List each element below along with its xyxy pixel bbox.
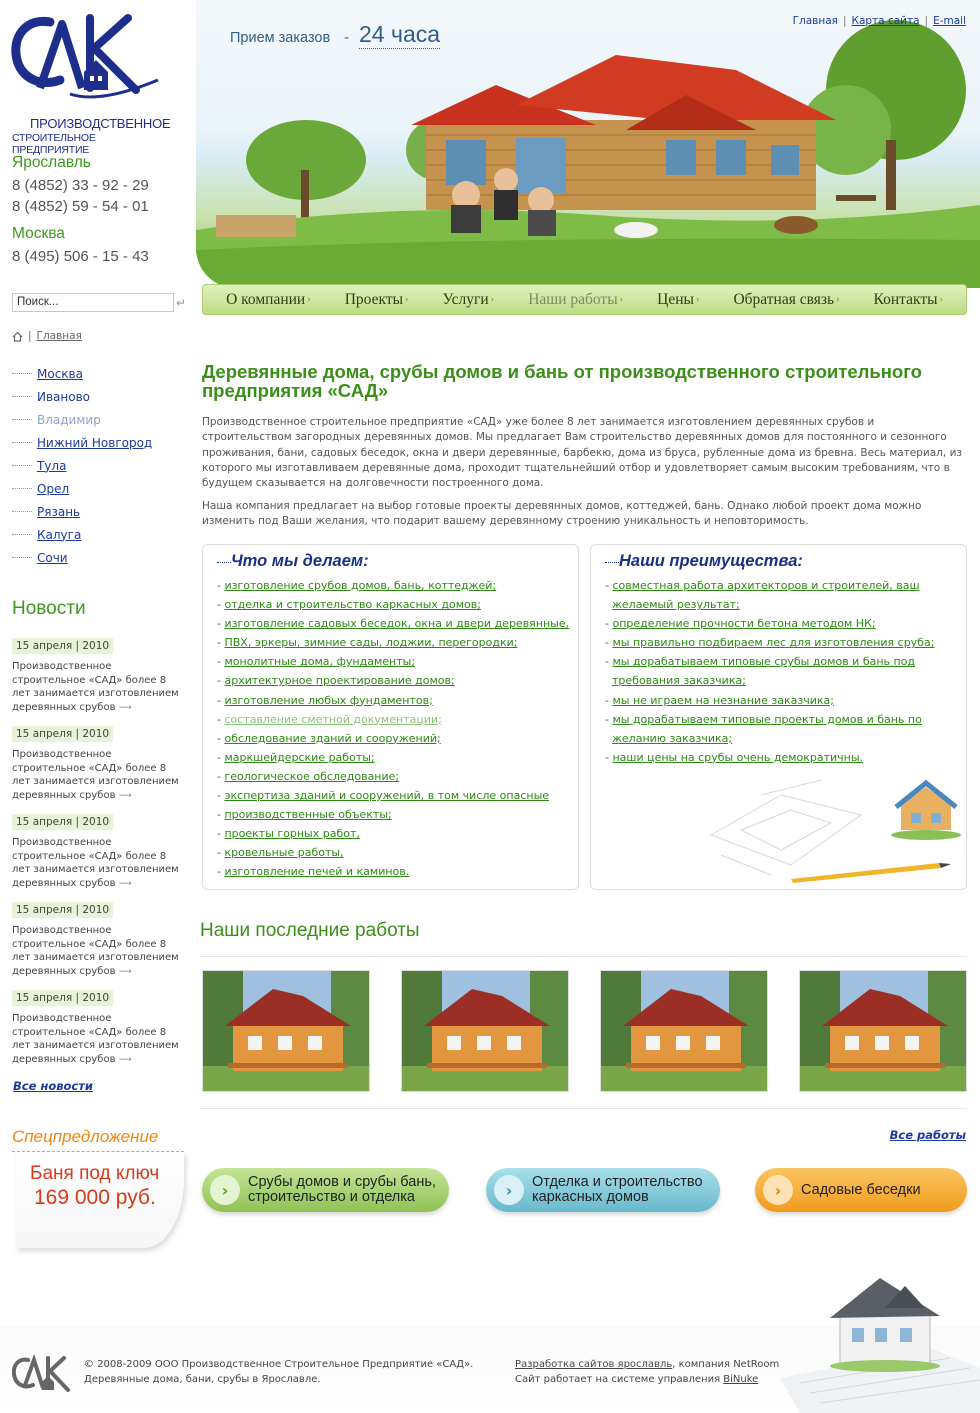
- phone-2: 8 (4852) 59 - 54 - 01: [12, 198, 149, 215]
- city-list-item: [12, 385, 152, 408]
- top-link-home[interactable]: Главная: [792, 15, 838, 27]
- company-logo[interactable]: [10, 10, 171, 156]
- chevron-right-icon: ›: [836, 294, 840, 305]
- service-link[interactable]: ПВХ, эркеры, зимние сады, лоджии, перегородки;: [224, 636, 518, 650]
- logo-subtitle-2: СТРОИТЕЛЬНОЕ ПРЕДПРИЯТИЕ: [12, 132, 96, 156]
- order-hours: 24 часа: [359, 21, 441, 47]
- city-list-item: [12, 546, 152, 569]
- advantages-list: [605, 576, 934, 767]
- city-link-kaluga[interactable]: Калуга: [37, 527, 82, 542]
- news-date: 15 апреля | 2010: [12, 814, 113, 830]
- order-dash: -: [344, 30, 350, 46]
- work-thumbnail[interactable]: [799, 970, 967, 1092]
- search-input[interactable]: Поиск...: [12, 293, 174, 312]
- list-item: - мы дорабатываем типовые срубы домов и бань под: [605, 655, 916, 669]
- news-heading: Новости: [12, 598, 86, 619]
- list-item: - наши цены на срубы очень демократичны.: [605, 750, 864, 764]
- list-item: - мы дорабатываем типовые проекты домов и бань по: [605, 712, 922, 726]
- more-arrow-icon[interactable]: ⟶: [118, 790, 132, 801]
- list-item: - обследование зданий и сооружений;: [217, 731, 441, 745]
- footer-developer: Разработка сайтов ярославль, компания NetRoom Сайт работает на системе управления BiNuke: [515, 1359, 780, 1385]
- service-link[interactable]: маркшейдерские работы;: [224, 750, 375, 764]
- city-list-item: [12, 500, 152, 523]
- arrow-right-icon: ›: [763, 1175, 793, 1205]
- city-list-item: [12, 408, 152, 431]
- list-item: - архитектурное проектирование домов;: [217, 674, 455, 688]
- special-offer-heading: Спецпредложение: [12, 1127, 159, 1146]
- top-link-email[interactable]: E-mail: [933, 15, 966, 27]
- second-paragraph: Наша компания предлагает на выбор готовые проекты деревянных домов, коттеджей, бань. Однако любой проект дома можно изменить под Ваши желания, что подарит вашему деревянному строению уникальность и неповторимость.: [202, 500, 922, 528]
- logo-mark-icon: [10, 10, 160, 102]
- advantage-link[interactable]: мы дорабатываем типовые срубы домов и бань под: [612, 655, 916, 669]
- advantage-link[interactable]: мы не играем на незнание заказчика;: [612, 693, 834, 707]
- special-offer-name[interactable]: Баня под ключ: [30, 1163, 160, 1184]
- city-list: [12, 362, 152, 569]
- list-item: - определение прочности бетона методом НК;: [605, 617, 876, 631]
- news-date: 15 апреля | 2010: [12, 990, 113, 1006]
- advantage-link[interactable]: желаемый результат;: [612, 598, 740, 612]
- city-list-item: [12, 477, 152, 500]
- news-item[interactable]: [12, 810, 187, 891]
- page-title: Деревянные дома, срубы домов и бань от производственного строительного предприятия «САД»: [202, 361, 922, 401]
- news-item[interactable]: [12, 986, 187, 1067]
- list-item: - изготовление садовых беседок, окна и двери деревянные,: [217, 617, 570, 631]
- list-item: - отделка и строительство каркасных домов;: [217, 598, 481, 612]
- news-text: Производственное строительное «САД» более 8 лет занимается изготовлением деревянных срубов ⟶: [12, 1013, 179, 1065]
- cta-label: Садовые беседки: [801, 1181, 921, 1198]
- order-label: Прием заказов: [230, 30, 331, 46]
- list-item: - ПВХ, эркеры, зимние сады, лоджии, перегородки;: [217, 636, 518, 650]
- cta-log-houses-button[interactable]: [202, 1168, 449, 1212]
- list-item: - изготовление любых фундаментов;: [217, 693, 433, 707]
- service-link[interactable]: изготовление срубов домов, бань, коттеджей;: [224, 579, 497, 592]
- breadcrumb-home-link[interactable]: Главная: [36, 330, 82, 342]
- list-item: - изготовление печей и каминов.: [217, 865, 410, 879]
- advantages-box: [590, 544, 967, 890]
- top-link-sep: |: [924, 15, 929, 27]
- city-list-item: [12, 431, 152, 454]
- menu-item-projects[interactable]: Проекты ›: [344, 290, 409, 308]
- service-link[interactable]: геологическое обследование;: [224, 769, 400, 783]
- chevron-right-icon: ›: [405, 294, 409, 305]
- news-text: Производственное строительное «САД» более 8 лет занимается изготовлением деревянных срубов ⟶: [12, 749, 179, 801]
- cta-label: Срубы домов и срубы бань, строительство и отделка: [248, 1174, 436, 1205]
- advantage-link[interactable]: определение прочности бетона методом НК;: [612, 617, 876, 631]
- developer-link[interactable]: Разработка сайтов ярославль: [515, 1359, 673, 1370]
- footer-house-illustration: [780, 1268, 980, 1413]
- list-item: [605, 595, 934, 614]
- advantages-box-title: Наши преимущества:: [619, 552, 803, 570]
- cta-frame-houses-button[interactable]: [486, 1168, 720, 1212]
- house-photo: [402, 971, 569, 1092]
- service-link[interactable]: изготовление любых фундаментов;: [224, 693, 433, 707]
- news-text: Производственное строительное «САД» более 8 лет занимается изготовлением деревянных срубов ⟶: [12, 925, 179, 977]
- list-item: - изготовление срубов домов, бань, коттеджей;: [217, 579, 497, 592]
- advantage-link[interactable]: желанию заказчика;: [612, 731, 733, 745]
- top-link-sitemap[interactable]: Карта сайта: [851, 15, 920, 27]
- city-link-vladimir[interactable]: Владимир: [37, 412, 101, 427]
- arrow-right-icon: ›: [210, 1175, 240, 1205]
- house-photo: [800, 971, 967, 1092]
- service-link[interactable]: составление сметной документации;: [224, 712, 442, 726]
- menu-item-prices[interactable]: Цены ›: [657, 290, 700, 308]
- cta-label: Отделка и строительство каркасных домов: [532, 1174, 703, 1205]
- advantage-link[interactable]: совместная работа архитекторов и строителей, ваш: [612, 579, 920, 592]
- top-link-sep: |: [842, 15, 847, 27]
- news-item[interactable]: [12, 634, 187, 715]
- menu-item-contacts[interactable]: Контакты ›: [873, 290, 943, 308]
- list-item: [605, 671, 934, 690]
- all-works-link[interactable]: Все работы: [889, 1128, 966, 1142]
- more-arrow-icon[interactable]: ⟶: [118, 702, 132, 713]
- more-arrow-icon[interactable]: ⟶: [118, 1054, 132, 1065]
- chevron-right-icon: ›: [619, 294, 623, 305]
- city-list-item: [12, 362, 152, 385]
- list-item: - экспертиза зданий и сооружений, в том числе опасные: [217, 789, 550, 803]
- list-item: [605, 729, 934, 748]
- service-link[interactable]: кровельные работы,: [224, 846, 344, 860]
- city-link-sochi[interactable]: Сочи: [37, 550, 68, 565]
- news-date: 15 апреля | 2010: [12, 726, 113, 742]
- news-text: Производственное строительное «САД» более 8 лет занимается изготовлением деревянных срубов ⟶: [12, 661, 179, 713]
- search-submit-icon[interactable]: ↵: [176, 296, 187, 310]
- city-link-nn[interactable]: Нижний Новгород: [37, 435, 153, 450]
- city-link-orel[interactable]: Орел: [37, 481, 70, 496]
- service-link[interactable]: производственные объекты;: [224, 808, 392, 822]
- intro-paragraph: Производственное строительное предприятие «САД» уже более 8 лет занимается изготовлением деревянных срубов и строительством загородных деревянных домов. Мы предлагает Вам строительство деревянных домов для постоянного и сезонного проживания, бани, садовых беседок, окна и двери деревянные, барбекю, дома из бруса, рубленные дома из бревна. Весь материал, из которого мы изготавливаем деревянные дома, проходит тщательнейший отбор и удовлетворяет самым высоким требованиям, что в будущем сказывается на долговечности построенного дома.: [202, 416, 962, 490]
- city-link-tula[interactable]: Тула: [37, 458, 67, 473]
- advantage-link[interactable]: мы дорабатываем типовые проекты домов и бань по: [612, 712, 922, 726]
- arrow-right-icon: ›: [494, 1175, 524, 1205]
- logo-subtitle-1: ПРОИЗВОДСТВЕННОЕ: [30, 116, 171, 131]
- cta-gazebos-button[interactable]: [755, 1168, 967, 1212]
- city-link-ryazan[interactable]: Рязань: [37, 504, 81, 519]
- more-arrow-icon[interactable]: ⟶: [118, 878, 132, 889]
- list-item: - проекты горных работ,: [217, 827, 360, 841]
- news-text: Производственное строительное «САД» более 8 лет занимается изготовлением деревянных срубов ⟶: [12, 837, 179, 889]
- services-list: [217, 576, 569, 882]
- city-moscow: Москва: [12, 225, 65, 242]
- more-arrow-icon[interactable]: ⟶: [118, 966, 132, 977]
- service-link[interactable]: изготовление садовых беседок, окна и двери деревянные,: [224, 617, 570, 631]
- list-item: - совместная работа архитекторов и строителей, ваш: [605, 579, 920, 592]
- works-divider-bottom: [200, 1108, 967, 1109]
- phone-3: 8 (495) 506 - 15 - 43: [12, 248, 149, 265]
- list-item: - монолитные дома, фундаменты;: [217, 655, 416, 669]
- breadcrumb: [12, 330, 82, 342]
- special-offer-price: 169 000 руб.: [34, 1186, 156, 1209]
- list-item: - мы правильно подбираем лес для изготовления сруба;: [605, 636, 935, 650]
- advantage-link[interactable]: требования заказчика;: [612, 674, 746, 688]
- service-link[interactable]: архитектурное проектирование домов;: [224, 674, 455, 688]
- house-photo: [601, 971, 768, 1092]
- home-icon[interactable]: [12, 331, 23, 342]
- news-date: 15 апреля | 2010: [12, 638, 113, 654]
- cms-link[interactable]: BiNuke: [723, 1373, 759, 1385]
- news-date: 15 апреля | 2010: [12, 902, 113, 918]
- city-list-item: [12, 523, 152, 546]
- chevron-right-icon: ›: [490, 294, 495, 305]
- service-link[interactable]: отделка и строительство каркасных домов;: [224, 598, 481, 612]
- menu-item-feedback[interactable]: Обратная связь ›: [733, 290, 840, 308]
- chevron-right-icon: ›: [939, 294, 943, 305]
- work-thumbnail[interactable]: [600, 970, 768, 1092]
- advantage-link[interactable]: наши цены на срубы очень демократичны.: [612, 750, 864, 764]
- menu-item-about[interactable]: О компании ›: [226, 290, 311, 308]
- city-link-ivanovo[interactable]: Иваново: [37, 389, 91, 404]
- service-link[interactable]: проекты горных работ,: [224, 827, 360, 841]
- news-item[interactable]: [12, 898, 187, 979]
- list-item: - геологическое обследование;: [217, 769, 400, 783]
- footer-copyright: © 2008-2009 ООО Производственное Строительное Предприятие «САД». Деревянные дома, бани, срубы в Ярославле.: [84, 1359, 474, 1385]
- top-links: [793, 15, 966, 27]
- house-photo: [203, 971, 370, 1092]
- chevron-right-icon: ›: [307, 294, 311, 305]
- service-link[interactable]: изготовление печей и каминов.: [224, 865, 410, 879]
- services-box-title: Что мы делаем:: [231, 552, 369, 570]
- work-thumbnail[interactable]: [401, 970, 569, 1092]
- phone-1: 8 (4852) 33 - 92 - 29: [12, 177, 149, 194]
- list-item: - составление сметной документации;: [217, 712, 442, 726]
- all-news-link[interactable]: Все новости: [13, 1079, 93, 1093]
- city-yaroslavl: Ярославль: [12, 154, 91, 171]
- city-list-item: [12, 454, 152, 477]
- recent-works-heading: Наши последние работы: [200, 920, 420, 941]
- city-link-moscow[interactable]: Москва: [37, 366, 83, 381]
- breadcrumb-sep: |: [28, 330, 32, 342]
- list-item: - маркшейдерские работы;: [217, 750, 375, 764]
- services-box: [202, 544, 579, 890]
- menu-item-works[interactable]: Наши работы ›: [528, 290, 623, 308]
- news-item[interactable]: [12, 722, 187, 803]
- service-link[interactable]: экспертиза зданий и сооружений, в том числе опасные: [224, 789, 550, 803]
- list-item: - производственные объекты;: [217, 808, 392, 822]
- work-thumbnail[interactable]: [202, 970, 370, 1092]
- blueprint-house-illustration: [701, 775, 961, 885]
- chevron-right-icon: ›: [695, 294, 700, 305]
- footer-logo-icon[interactable]: [12, 1354, 74, 1394]
- service-link[interactable]: монолитные дома, фундаменты;: [224, 655, 416, 669]
- menu-item-services[interactable]: Услуги ›: [442, 290, 495, 308]
- main-menu: [202, 284, 967, 315]
- list-item: - мы не играем на незнание заказчика;: [605, 693, 834, 707]
- list-item: - кровельные работы,: [217, 846, 344, 860]
- service-link[interactable]: обследование зданий и сооружений;: [224, 731, 441, 745]
- advantage-link[interactable]: мы правильно подбираем лес для изготовления сруба;: [612, 636, 935, 650]
- works-divider: [200, 956, 967, 957]
